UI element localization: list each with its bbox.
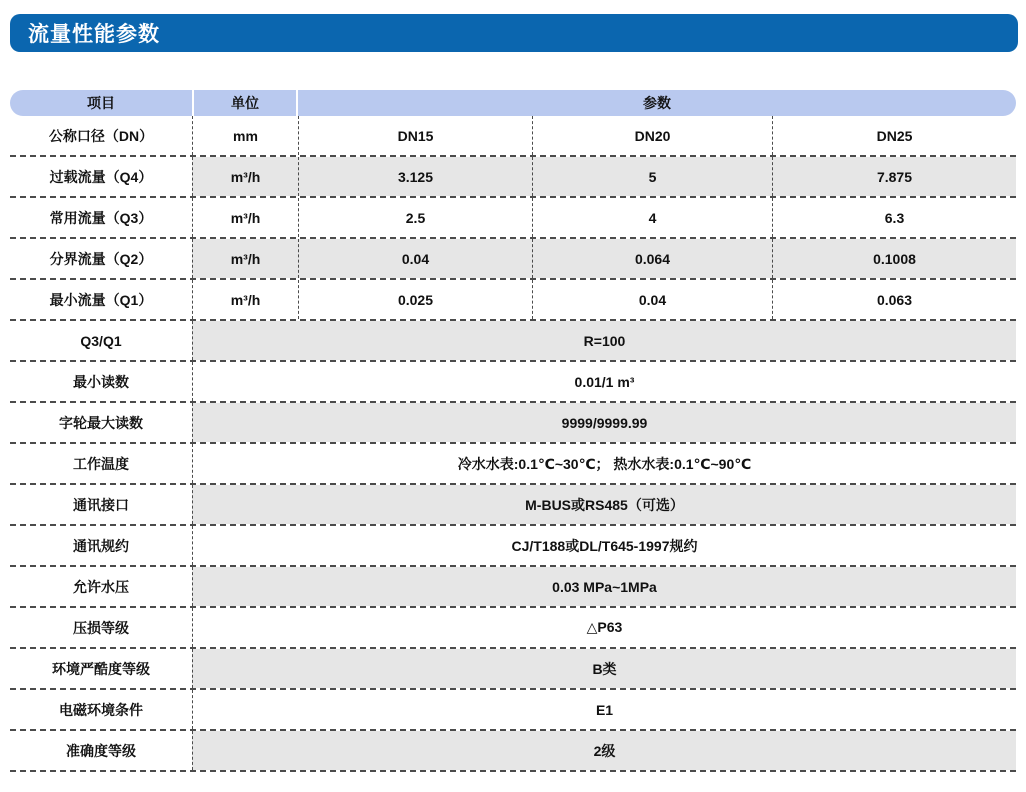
row-label: 最小读数 — [10, 362, 192, 401]
table-row — [10, 362, 1016, 403]
row-data-area — [192, 567, 1016, 606]
table-row — [10, 403, 1016, 444]
value-cell: 0.1008 — [772, 239, 1016, 278]
value-cell: 2.5 — [298, 198, 532, 237]
merged-value-cell: 0.03 MPa~1MPa — [552, 578, 657, 595]
row-data-area — [192, 280, 1016, 319]
table-row — [10, 608, 1016, 649]
row-data-area — [192, 321, 1016, 360]
table-row — [10, 157, 1016, 198]
table-row — [10, 198, 1016, 239]
merged-value-cell: B类 — [592, 660, 617, 677]
row-data-area — [192, 157, 1016, 196]
value-cell: DN15 — [298, 116, 532, 155]
merged-value-cell: 2级 — [593, 742, 616, 759]
spec-table — [10, 90, 1016, 772]
row-label: 压损等级 — [10, 608, 192, 647]
row-data-area — [192, 485, 1016, 524]
page-title: 流量性能参数 — [28, 23, 160, 46]
row-label: 通讯规约 — [10, 526, 192, 565]
row-label: Q3/Q1 — [10, 321, 192, 360]
merged-value-cell: M-BUS或RS485（可选） — [525, 496, 684, 513]
row-data-area — [192, 690, 1016, 729]
table-row — [10, 690, 1016, 731]
value-cell: 0.04 — [532, 280, 772, 319]
row-label: 分界流量（Q2） — [10, 239, 192, 278]
value-cell: 5 — [532, 157, 772, 196]
unit-cell: m³/h — [230, 209, 261, 226]
row-data-area — [192, 403, 1016, 442]
row-label: 字轮最大读数 — [10, 403, 192, 442]
merged-value-cell: 冷水水表:0.1℃~30℃； 热水水表:0.1℃~90℃ — [457, 455, 752, 472]
row-data-area — [192, 649, 1016, 688]
value-cell: 0.063 — [772, 280, 1016, 319]
table-row — [10, 485, 1016, 526]
merged-value-cell: 0.01/1 m³ — [574, 373, 635, 390]
value-cell: 7.875 — [772, 157, 1016, 196]
row-label: 电磁环境条件 — [10, 690, 192, 729]
value-cell: DN20 — [532, 116, 772, 155]
table-body — [10, 116, 1016, 772]
row-label: 允许水压 — [10, 567, 192, 606]
row-label: 公称口径（DN） — [10, 116, 192, 155]
section-title-bar — [10, 14, 1018, 52]
row-data-area — [192, 198, 1016, 237]
table-row — [10, 116, 1016, 157]
row-data-area — [192, 444, 1016, 483]
table-row — [10, 280, 1016, 321]
row-label: 过载流量（Q4） — [10, 157, 192, 196]
row-label: 通讯接口 — [10, 485, 192, 524]
merged-value-cell: CJ/T188或DL/T645-1997规约 — [511, 537, 698, 554]
unit-cell: mm — [233, 127, 258, 144]
unit-cell: m³/h — [230, 168, 261, 185]
table-row — [10, 321, 1016, 362]
row-label: 准确度等级 — [10, 731, 192, 770]
value-cell: 0.064 — [532, 239, 772, 278]
unit-cell: m³/h — [230, 291, 261, 308]
row-data-area — [192, 362, 1016, 401]
value-cell: 6.3 — [772, 198, 1016, 237]
merged-value-cell: 9999/9999.99 — [561, 414, 648, 431]
row-data-area — [192, 116, 1016, 155]
row-data-area — [192, 608, 1016, 647]
row-data-area — [192, 731, 1016, 770]
table-row — [10, 649, 1016, 690]
value-cell: 4 — [532, 198, 772, 237]
table-row — [10, 239, 1016, 280]
value-cell: 0.025 — [298, 280, 532, 319]
value-cell: 3.125 — [298, 157, 532, 196]
row-data-area — [192, 526, 1016, 565]
value-cell: 0.04 — [298, 239, 532, 278]
row-data-area — [192, 239, 1016, 278]
row-label: 常用流量（Q3） — [10, 198, 192, 237]
merged-value-cell: △P63 — [586, 619, 623, 635]
row-label: 环境严酷度等级 — [10, 649, 192, 688]
table-row — [10, 567, 1016, 608]
header-unit-column: 单位 — [192, 90, 298, 116]
merged-value-cell: E1 — [595, 701, 614, 718]
table-row — [10, 731, 1016, 772]
table-header-row — [10, 90, 1016, 116]
unit-cell: m³/h — [230, 250, 261, 267]
table-row — [10, 444, 1016, 485]
header-item-column: 项目 — [10, 90, 192, 116]
table-row — [10, 526, 1016, 567]
value-cell: DN25 — [772, 116, 1016, 155]
merged-value-cell: R=100 — [583, 332, 626, 349]
header-params-column: 参数 — [298, 90, 1016, 116]
row-label: 工作温度 — [10, 444, 192, 483]
row-label: 最小流量（Q1） — [10, 280, 192, 319]
